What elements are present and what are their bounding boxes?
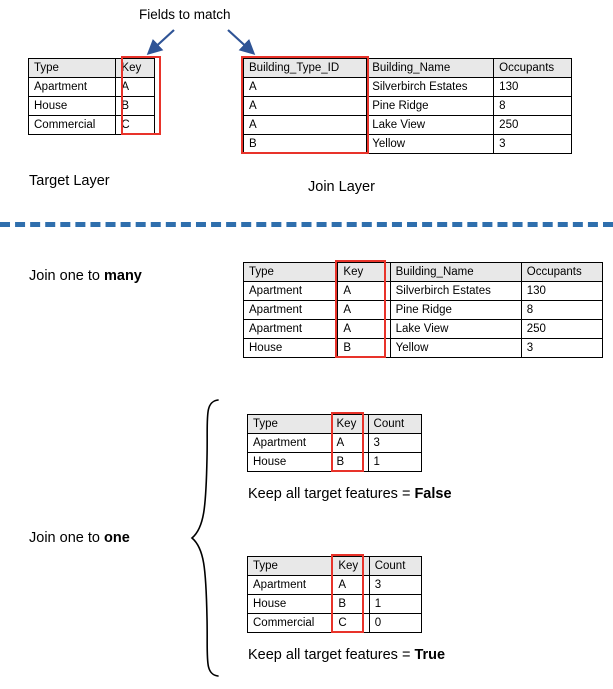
column-header-key: Key — [333, 557, 369, 576]
join-one-to-many-label — [29, 268, 142, 284]
table-row — [248, 453, 422, 472]
column-header-type: Type — [244, 263, 338, 282]
cell-occupants: 3 — [521, 339, 602, 358]
join-one-to-one-label — [29, 530, 130, 546]
column-header-occupants: Occupants — [521, 263, 602, 282]
one-to-many-table — [243, 262, 603, 358]
column-header-building-type-id: Building_Type_ID — [244, 59, 367, 78]
cell-key: A — [338, 320, 390, 339]
cell-type: House — [29, 97, 116, 116]
cell-occupants: 130 — [521, 282, 602, 301]
cell-building-type-id: A — [244, 116, 367, 135]
target-table-wrapper — [28, 58, 155, 135]
table-row — [248, 576, 422, 595]
cell-key: B — [338, 339, 390, 358]
cell-occupants: 8 — [521, 301, 602, 320]
cell-building-name: Yellow — [367, 135, 494, 154]
table-row — [244, 97, 572, 116]
cell-key: A — [338, 301, 390, 320]
cell-building-name: Silverbirch Estates — [367, 78, 494, 97]
keep-false-text: Keep all target features = — [248, 486, 415, 502]
one-to-one-brace — [188, 398, 222, 678]
join-layer-label: Join Layer — [308, 179, 375, 195]
table-row — [244, 339, 603, 358]
cell-type: Commercial — [29, 116, 116, 135]
cell-type: Apartment — [248, 576, 333, 595]
join-one-to-one-text: Join one to — [29, 530, 104, 546]
cell-occupants: 3 — [494, 135, 572, 154]
cell-key: C — [116, 116, 155, 135]
column-header-key: Key — [331, 415, 368, 434]
target-layer-label: Target Layer — [29, 173, 110, 189]
cell-building-name: Lake View — [390, 320, 521, 339]
cell-key: A — [116, 78, 155, 97]
cell-type: House — [244, 339, 338, 358]
table-row — [29, 97, 155, 116]
table-header-row — [29, 59, 155, 78]
cell-type: Apartment — [244, 282, 338, 301]
table-row — [244, 135, 572, 154]
table-row — [29, 78, 155, 97]
cell-building-name: Silverbirch Estates — [390, 282, 521, 301]
cell-key: A — [333, 576, 369, 595]
join-one-to-many-text: Join one to — [29, 268, 104, 284]
table-row — [244, 116, 572, 135]
keep-true-value: True — [414, 647, 446, 663]
one-to-one-true-table-wrapper — [247, 556, 422, 633]
one-to-one-true-table — [247, 556, 422, 633]
cell-occupants: 250 — [494, 116, 572, 135]
arrow-to-target-key — [140, 28, 190, 60]
cell-type: Apartment — [248, 434, 332, 453]
keep-false-value: False — [414, 486, 452, 502]
column-header-key: Key — [116, 59, 155, 78]
table-row — [244, 301, 603, 320]
cell-occupants: 8 — [494, 97, 572, 116]
keep-true-caption — [248, 647, 445, 663]
cell-key: B — [333, 595, 369, 614]
cell-type: House — [248, 453, 332, 472]
cell-type: Apartment — [244, 320, 338, 339]
cell-building-type-id: A — [244, 78, 367, 97]
cell-count: 1 — [368, 453, 421, 472]
one-to-one-false-table-wrapper — [247, 414, 422, 472]
table-header-row — [248, 415, 422, 434]
column-header-count: Count — [369, 557, 421, 576]
table-header-row — [244, 263, 603, 282]
one-to-one-false-table — [247, 414, 422, 472]
column-header-occupants: Occupants — [494, 59, 572, 78]
table-row — [248, 434, 422, 453]
cell-type: House — [248, 595, 333, 614]
cell-count: 0 — [369, 614, 421, 633]
table-row — [248, 614, 422, 633]
column-header-count: Count — [368, 415, 421, 434]
section-divider — [0, 222, 613, 232]
cell-building-name: Pine Ridge — [367, 97, 494, 116]
cell-building-name: Lake View — [367, 116, 494, 135]
cell-building-name: Pine Ridge — [390, 301, 521, 320]
cell-occupants: 130 — [494, 78, 572, 97]
column-header-building-name: Building_Name — [390, 263, 521, 282]
column-header-building-name: Building_Name — [367, 59, 494, 78]
join-table — [243, 58, 572, 154]
column-header-key: Key — [338, 263, 390, 282]
cell-key: C — [333, 614, 369, 633]
join-one-to-many-emphasis: many — [103, 268, 142, 284]
table-row — [244, 282, 603, 301]
table-row — [29, 116, 155, 135]
keep-false-caption — [248, 486, 452, 502]
arrow-to-join-key — [222, 28, 272, 60]
table-header-row — [244, 59, 572, 78]
cell-type: Apartment — [244, 301, 338, 320]
join-one-to-one-emphasis: one — [103, 530, 130, 546]
keep-true-text: Keep all target features = — [248, 647, 415, 663]
column-header-type: Type — [248, 415, 332, 434]
fields-to-match-label: Fields to match — [139, 7, 231, 22]
cell-key: A — [331, 434, 368, 453]
cell-key: A — [338, 282, 390, 301]
column-header-type: Type — [248, 557, 333, 576]
cell-type: Apartment — [29, 78, 116, 97]
cell-key: B — [116, 97, 155, 116]
cell-occupants: 250 — [521, 320, 602, 339]
cell-building-type-id: B — [244, 135, 367, 154]
target-table — [28, 58, 155, 135]
column-header-type: Type — [29, 59, 116, 78]
table-row — [248, 595, 422, 614]
cell-count: 3 — [368, 434, 421, 453]
join-table-wrapper — [243, 58, 572, 154]
cell-building-name: Yellow — [390, 339, 521, 358]
table-row — [244, 320, 603, 339]
cell-count: 1 — [369, 595, 421, 614]
cell-building-type-id: A — [244, 97, 367, 116]
cell-key: B — [331, 453, 368, 472]
cell-type: Commercial — [248, 614, 333, 633]
cell-count: 3 — [369, 576, 421, 595]
table-row — [244, 78, 572, 97]
one-to-many-table-wrapper — [243, 262, 603, 358]
table-header-row — [248, 557, 422, 576]
